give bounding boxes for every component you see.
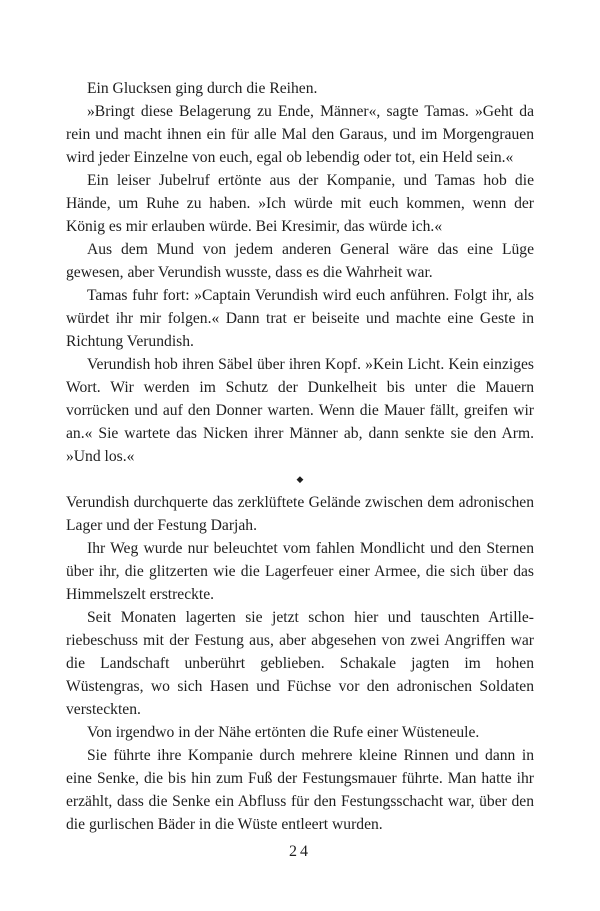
paragraph: Von irgendwo in der Nähe ertönten die Rufe einer Wüsteneule. — [87, 724, 480, 741]
paragraph: Verundish hob ihren Säbel über ihren Kopf. »Kein Licht. Kein einziges Wort. Wir werden im Schutz der Dunkelheit bis unter die Mauern vorrücken und auf den Donner warten. Wenn die Mauer fällt, greifen wir an.« Sie wartete das Nicken ihrer Männer ab, dann senkte sie den Arm. »Und los.« — [66, 356, 534, 465]
paragraph: Seit Monaten lagerten sie jetzt schon hier und tauschten Artilleriebeschuss mit der Festung aus, aber abgesehen von zwei Angriffen war die Landschaft unberührt geblieben. Schakale jagten im hohen Wüstengras, wo sich Hasen und Füchse vor den adronischen Soldaten versteckten. — [66, 609, 534, 718]
book-page — [66, 77, 534, 836]
paragraph: Ein leiser Jubelruf ertönte aus der Kompanie, und Tamas hob die Hände, um Ruhe zu haben. »Ich würde mit euch kommen, wenn der König es mir erlauben würde. Bei Kresimir, das würde ich.« — [66, 172, 534, 235]
paragraph: Sie führte ihre Kompanie durch mehrere kleine Rinnen und dann in eine Senke, die bis hin zum Fuß der Festungsmauer führte. Man hatte ihr erzählt, dass die Senke ein Abfluss für den Festungsschacht war, über den die gurlischen Bäder in die Wüste entleert wurden. — [66, 747, 534, 833]
section-divider-ornament: ◆ — [296, 474, 304, 484]
page-number: 24 — [289, 843, 311, 860]
paragraph: Ein Glucksen ging durch die Reihen. — [87, 80, 318, 97]
paragraph: »Bringt diese Belagerung zu Ende, Männer«, sagte Tamas. »Geht da rein und macht ihnen ein für alle Mal den Garaus, und im Morgengrauen wird jeder Einzelne von euch, egal ob lebendig oder tot, ein Held sein.« — [66, 103, 534, 166]
paragraph: Verundish durchquerte das zerklüftete Gelände zwischen dem adronischen Lager und der Festung Darjah. — [66, 494, 534, 534]
paragraph: Tamas fuhr fort: »Captain Verundish wird euch anführen. Folgt ihr, als würdet ihr mir folgen.« Dann trat er beiseite und machte eine Geste in Richtung Verundish. — [66, 287, 534, 350]
paragraph: Aus dem Mund von jedem anderen General wäre das eine Lüge gewesen, aber Verundish wusste, dass es die Wahrheit war. — [66, 241, 534, 281]
paragraph: Ihr Weg wurde nur beleuchtet vom fahlen Mondlicht und den Sternen über ihr, die glitzerten wie die Lagerfeuer einer Armee, die sich über das Himmelszelt erstreckte. — [66, 540, 534, 603]
